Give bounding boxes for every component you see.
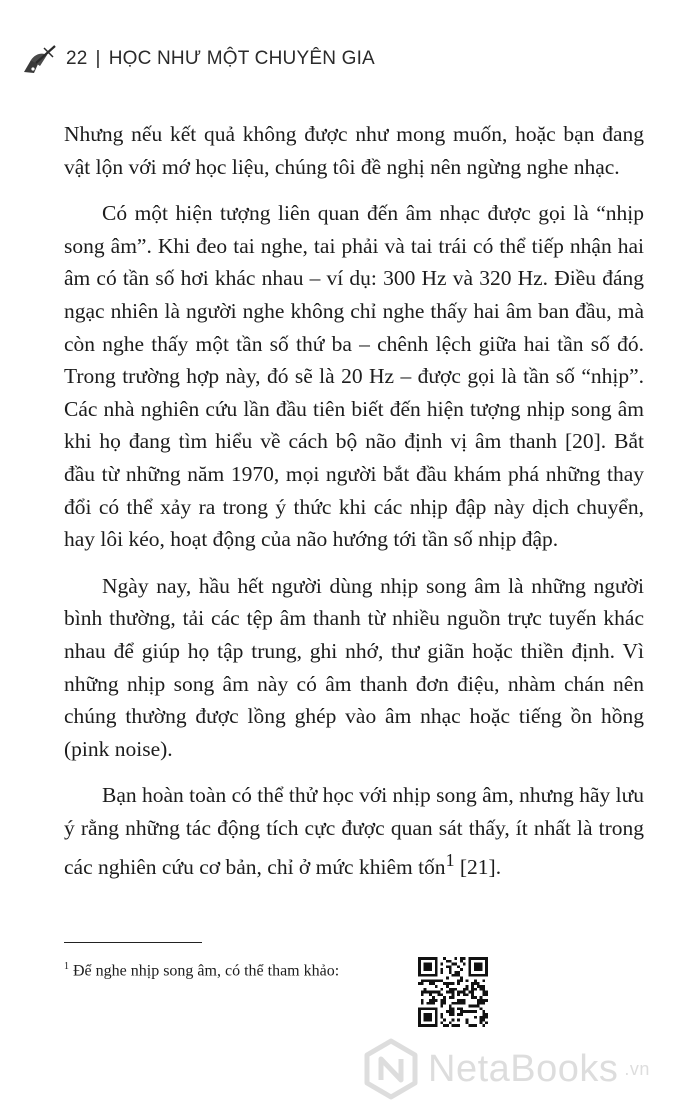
watermark-brand: NetaBooks (428, 1047, 619, 1090)
citation: [21]. (454, 855, 502, 880)
paragraph-3: Ngày nay, hầu hết người dùng nhịp song âm là những người bình thường, tải các tệp âm thanh từ nhiều nguồn trực tuyến khác nhau để giúp họ tập trung, ghi nhớ, thư giãn hoặc thiền định. Vì những nhịp song âm này có âm thanh đơn điệu, nhàm chán nên chúng thường được lồng ghép vào âm nhạc hoặc tiếng ồn hồng (pink noise). (64, 573, 644, 761)
footnote-reference: 1 (445, 850, 455, 871)
footnote (64, 956, 404, 982)
header-running-title: HỌC NHƯ MỘT CHUYÊN GIA (108, 48, 375, 69)
footnote-marker: 1 (64, 961, 69, 972)
header-separator: | (95, 48, 101, 69)
watermark-suffix: .vn (624, 1058, 650, 1079)
pen-hand-icon (22, 42, 58, 76)
running-header (22, 42, 375, 76)
header-page-number: 22 (66, 48, 88, 69)
footnote-text: Để nghe nhịp song âm, có thể tham khảo: (73, 962, 340, 980)
qr-code-icon[interactable] (418, 957, 488, 1027)
netabooks-logo-icon (360, 1038, 422, 1100)
paragraph-2: Có một hiện tượng liên quan đến âm nhạc được gọi là “nhịp song âm”. Khi đeo tai nghe, tai phải và tai trái có thể tiếp nhận hai âm có tần số hơi khác nhau – ví dụ: 300 Hz và 320 Hz. Điều đáng ngạc nhiên là người nghe không chỉ nghe thấy hai âm ban đầu, mà còn nghe thấy một tần số thứ ba – chênh lệch giữa hai tần số đó. Trong trường hợp này, đó sẽ là 20 Hz – được gọi là tần số “nhịp”. Các nhà nghiên cứu lần đầu tiên biết đến hiện tượng nhịp song âm khi họ đang tìm hiểu về cách bộ não định vị âm thanh [20]. Bắt đầu từ những năm 1970, mọi người bắt đầu khám phá những thay đổi có thể xảy ra trong ý thức khi các nhịp đập này dịch chuyển, hay lôi kéo, hoạt động của não hướng tới tần số nhịp đập. (64, 201, 644, 552)
watermark (360, 1038, 650, 1100)
body-text (64, 118, 644, 898)
paragraph-4 (64, 779, 644, 884)
footnote-divider (64, 942, 202, 943)
paragraph-4-text: Bạn hoàn toàn có thể thử học với nhịp song âm, nhưng hãy lưu ý rằng những tác động tích cực được quan sát thấy, ít nhất là trong các nghiên cứu cơ bản, chỉ ở mức khiêm tốn (64, 783, 644, 880)
paragraph-1: Nhưng nếu kết quả không được như mong muốn, hoặc bạn đang vật lộn với mớ học liệu, chúng tôi đề nghị nên ngừng nghe nhạc. (64, 122, 644, 179)
